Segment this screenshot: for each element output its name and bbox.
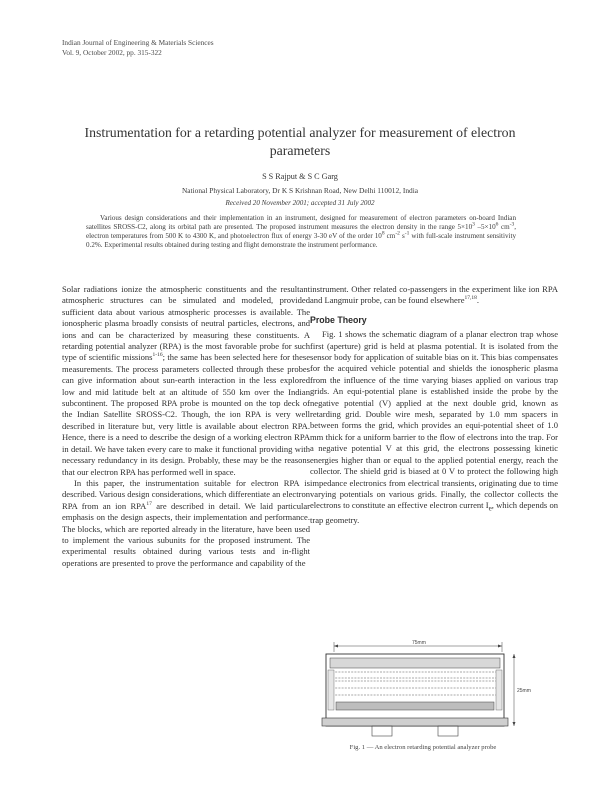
journal-volume: Vol. 9, October 2002, pp. 315-322 (62, 47, 162, 57)
probe-diagram (312, 640, 534, 744)
authors: S S Rajput & S C Garg (262, 172, 338, 181)
journal-name: Indian Journal of Engineering & Materials Sciences (62, 38, 214, 47)
dimension-side-label: 25mm (517, 688, 531, 694)
intro-paragraph-1: Solar radiations ionize the atmospheric constituents and the resultant atmospheric structures can be simulated and modeled, provided sufficient data about various atmospheric processes is available. The ionospheric plasma broadly consists of neutral particles, electrons, and ions and can be characterized by measuring these constituents. A retarding potential analyzer (RPA) is the most favorable probe for such type of scientific missions$^{1-16}$; the same has been selected here for these measurements. The process parameters collected through these probes can give information about sun-earth interaction in the less explored low and mid latitude belt at an altitude of 550 km over the Indian subcontinent. The proposed RPA probe is mounted on the top deck of the Indian Satellite SROSS-C2. Though, the ion RPA is very well described in literature but, very little is available about electron RPA. Hence, there is a need to describe the design of a working electron RPA in detail. We have taken every care to make it functional providing with necessary redundancy in its design. Probably, these may be the reasons that our electron RPA has performed well in space. (62, 284, 310, 477)
journal-header (62, 38, 214, 57)
figure-1-rpa-probe (312, 640, 534, 750)
abstract: Various design considerations and their implementation in an instrument, designed for measurement of electron parameters on-board Indian satellites SROSS-C2, along its orbital path are presented. The proposed instrument measures the electron density in the range $5\times 10^3$ $-5\times 10^6$ $cm^{-3}$, electron temperatures from 500 K to 4300 K, and photoelectron flux of energy 3-30 eV of the order $10^8$ $cm^{-2}$ $s^{-1}$ with full-scale instrument sensitivity 0.2%. Experimental results obtained during testing and flight demonstrate the instrument performance. (86, 214, 516, 250)
section-heading-probe-theory: Probe Theory (310, 314, 367, 325)
left-column (62, 284, 310, 569)
dimension-top-label: 75mm (412, 640, 426, 646)
figure-1-caption: Fig. 1 — An electron retarding potential analyzer probe (349, 744, 497, 751)
affiliation: National Physical Laboratory, Dr K S Krishnan Road, New Delhi 110012, India (181, 186, 419, 195)
probe-theory-paragraph: Fig. 1 shows the schematic diagram of a planar electron trap whose first (aperture) grid is held at plasma potential. It is isolated from the sensor body for application of suitable bias on it. This bias compensates for the acquired vehicle potential and shields the ionospheric plasma from the influence of the time varying biases applied on various trap grids. An equi-potential plane is established inside the probe by the negative potential (V) applied at the next double grid, known as retarding grid. Double wire mesh, separated by 1.0 mm spacers in between forms the grid, which provides an equi-potential sheet of 1.0 mm thick for a uniform barrier to the flow of electrons into the trap. For a negative potential V at this grid, the electrons possessing kinetic energies higher than or equal to the applied potential energy, reach the collector. The shield grid is biased at 0 V to protect the following high impedance electronics from electrical transients, originating due to time varying potentials on various grids. Finally, the collector collects the electrons to constitute an effective electron current $I_e$, which depends on trap geometry. (310, 329, 558, 526)
right-column (310, 284, 558, 527)
intro-continuation: instrument. Other related co-passengers in the experiment like ion RPA and Langmuir probe, can be found elsewhere$^{17,18}$. (310, 284, 558, 306)
received-dates: Received 20 November 2001; accepted 31 July 2002 (225, 199, 375, 207)
intro-paragraph-2: In this paper, the instrumentation suitable for electron RPA is described. Various design considerations, which differentiate an electron RPA from an ion RPA$^{17}$ are described in detail. We laid particular emphasis on the design aspects, their implementation and performance. The blocks, which are reported already in the literature, have been used to implement the various subunits for the proposed instrument. The experimental results obtained during various tests and in-flight operations are presented to prove the performance and capability of the (62, 477, 310, 568)
paper-title: Instrumentation for a retarding potential analyzer for measurement of electron parameters (84, 125, 516, 158)
